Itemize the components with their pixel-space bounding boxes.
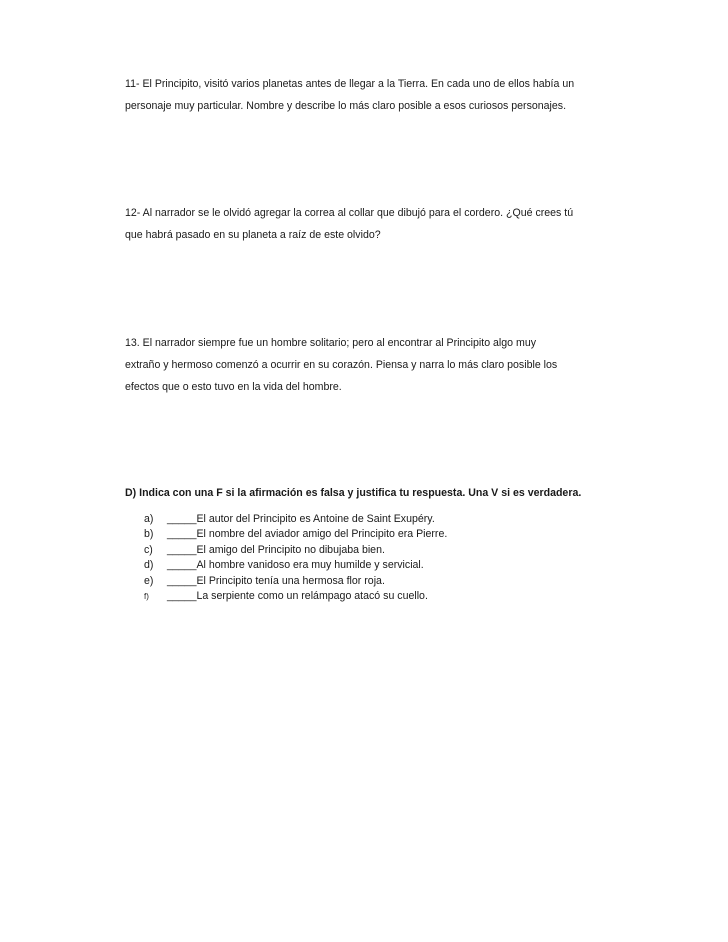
question-13-line-3: efectos que o esto tuvo en la vida del hombre. — [125, 381, 342, 393]
question-11 — [125, 73, 625, 117]
question-12-line-2: que habrá pasado en su planeta a raíz de este olvido? — [125, 229, 381, 241]
item-statement: _____El autor del Principito es Antoine de Saint Exupéry. — [167, 513, 435, 525]
item-statement: _____La serpiente como un relámpago atacó su cuello. — [167, 589, 428, 602]
item-marker: e) — [144, 574, 154, 587]
item-statement: _____El Principito tenía una hermosa flor roja. — [167, 574, 385, 587]
question-11-line-1: 11- El Principito, visitó varios planetas antes de llegar a la Tierra. En cada uno de ellos había un — [125, 78, 575, 90]
question-13 — [125, 332, 625, 398]
item-marker: d) — [144, 559, 154, 572]
question-12 — [125, 202, 625, 246]
question-13-line-1: 13. El narrador siempre fue un hombre solitario; pero al encontrar al Principito algo muy — [125, 337, 537, 349]
item-statement: _____Al hombre vanidoso era muy humilde y servicial. — [167, 559, 424, 572]
item-marker: b) — [144, 528, 154, 541]
item-marker: f) — [144, 591, 149, 601]
item-marker: a) — [144, 513, 154, 525]
question-12-line-1: 12- Al narrador se le olvidó agregar la correa al collar que dibujó para el cordero. ¿Qué crees tú — [125, 207, 574, 219]
question-11-line-2: personaje muy particular. Nombre y describe lo más claro posible a esos curiosos personajes. — [125, 100, 567, 112]
item-marker: c) — [144, 543, 153, 556]
item-statement: _____El nombre del aviador amigo del Principito era Pierre. — [167, 528, 448, 541]
section-d-heading: D) Indica con una F si la afirmación es falsa y justifica tu respuesta. Una V si es verdadera. — [125, 487, 582, 499]
item-statement: _____El amigo del Principito no dibujaba bien. — [167, 543, 385, 556]
question-13-line-2: extraño y hermoso comenzó a ocurrir en su corazón. Piensa y narra lo más claro posible los — [125, 359, 558, 371]
